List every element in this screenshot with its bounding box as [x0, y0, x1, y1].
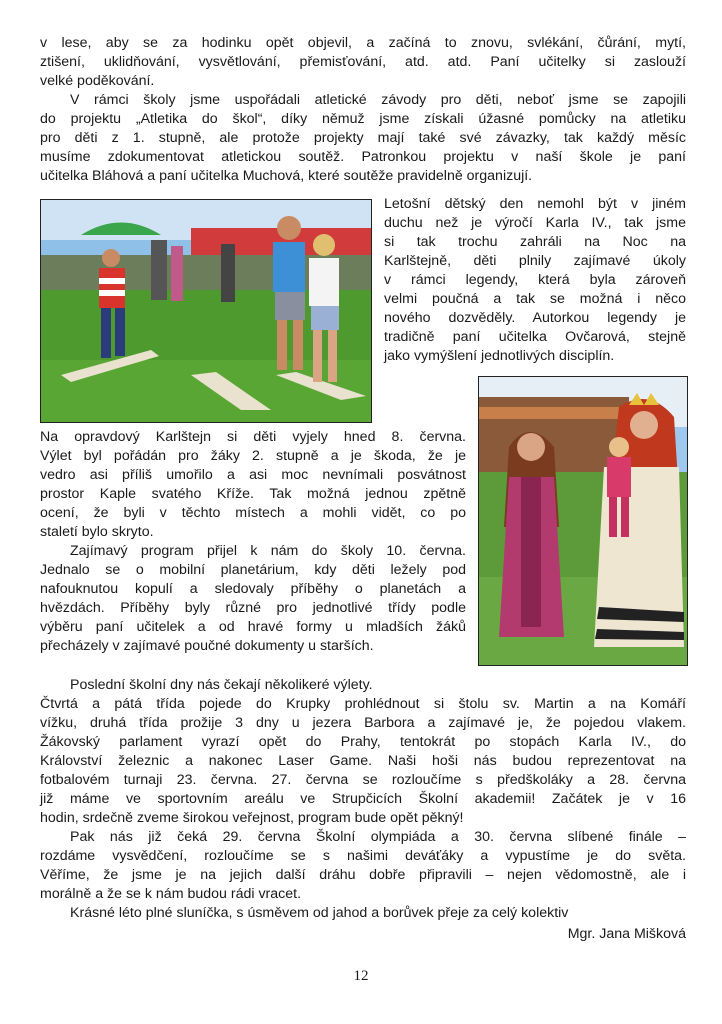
- text-line: staletí bylo skryto.: [40, 524, 154, 540]
- text-line: fotbalovém turnaji 23. června. 27. června se rozloučíme s předškoláky a 28. června: [40, 772, 686, 788]
- text-line: Pak nás již čeká 29. června Školní olympiáda a 30. června slíbené finále –: [70, 829, 686, 845]
- text-line: jako vymýšlení jednotlivých disciplín.: [384, 348, 615, 364]
- text-line: Poslední školní dny nás čekají několikeré výlety.: [70, 677, 373, 693]
- text-line: vížku, druhá třída prožije 3 dny u jezera Barbora a zajímavé je, že pojedou vlakem.: [40, 715, 686, 731]
- paragraph-block-childrens-day: [384, 195, 686, 366]
- text-line: Karlštejně, děti plnily zajímavé úkoly: [384, 253, 686, 269]
- text-line: velké poděkování.: [40, 73, 155, 89]
- text-line: nového dozvěděly. Autorkou legendy je: [384, 310, 686, 326]
- text-line: tradičně paní učitelka Ovčarová, stejně: [384, 329, 686, 345]
- text-line: Čtvrtá a pátá třída pojede do Krupky prohlédnout si štolu sv. Martin a na Komáří: [40, 696, 686, 712]
- paragraph-block-intro: [40, 34, 686, 186]
- text-line: do projektu „Atletika do škol“, díky němuž jsme získali úžasné pomůcky na atletiku: [40, 111, 686, 127]
- text-line: Jednalo se o mobilní planetárium, kdy děti ležely pod: [40, 562, 466, 578]
- text-line: duchu než je výročí Karla IV., tak jsme: [384, 215, 686, 231]
- text-line: Letošní dětský den nemohl být v jiném: [384, 196, 686, 212]
- text-line: Žákovský parlament vyrazí opět do Prahy, tentokrát po stopách Karla IV., do: [40, 734, 686, 750]
- text-line: V rámci školy jsme uspořádali atletické závody pro děti, neboť jsme se zapojili: [70, 92, 686, 108]
- paragraph-block-trips-ending: [40, 676, 686, 923]
- photo-costumed-teachers-with-child: [478, 376, 688, 666]
- photo-children-stilt-walking: [40, 199, 372, 423]
- text-line: již máme ve sportovním areálu ve Strupčicích Školní akademii! Začátek je v 16: [40, 791, 686, 807]
- text-line: Na opravdový Karlštejn si děti vyjely hned 8. června.: [40, 429, 466, 445]
- text-line: Království železnic a nakonec Laser Game. Naši hoši nás budou reprezentovat na: [40, 753, 686, 769]
- text-line: nafouknutou kopulí a sledovaly příběhy o planetách a: [40, 581, 466, 597]
- signature: Mgr. Jana Mišková: [567, 926, 686, 942]
- text-line: výběru paní učitelek a od hravé formy u mladších žáků: [40, 619, 466, 635]
- photo-children-stilt-walking-icon: [41, 200, 371, 422]
- text-line: pro děti z 1. stupně, ale protože projekty mají také své závazky, tak každý měsíc: [40, 130, 686, 146]
- text-line: Věříme, že jsme je na jejich další dráhu dobře připravili – nejen vědomostně, ale i: [40, 867, 686, 883]
- page-number: 12: [353, 968, 369, 984]
- text-line: Krásné léto plné sluníčka, s úsměvem od jahod a borůvek přeje za celý kolektiv: [70, 905, 569, 921]
- text-line: vedro asi příliš umořilo a asi moc nevnímali posvátnost: [40, 467, 466, 483]
- text-line: morálně a že se k nám budou rádi vracet.: [40, 886, 302, 902]
- text-line: musíme zdokumentovat atletickou soutěž. Patronkou projektu v naší škole je paní: [40, 149, 686, 165]
- text-line: velmi poučná a tak se možná i něco: [384, 291, 686, 307]
- text-line: Výlet byl pořádán pro žáky 2. stupně a je škoda, že je: [40, 448, 466, 464]
- text-line: ocení, že byli v těchto místech a mohli vidět, co po: [40, 505, 466, 521]
- text-line: rozdáme vysvědčení, rozloučíme se s našimi deváťáky a vypustíme je do světa.: [40, 848, 686, 864]
- paragraph-block-karlstejn-planetarium: [40, 428, 466, 656]
- text-line: přecházely v zajímavé poučné dokumenty u starších.: [40, 638, 374, 654]
- text-line: si tak trochu zahráli na Noc na: [384, 234, 686, 250]
- photo-costumed-teachers-with-child-icon: [479, 377, 687, 665]
- text-line: hvězdách. Příběhy byly různé pro jednotlivé třídy podle: [40, 600, 466, 616]
- text-line: v rámci legendy, která byla zároveň: [384, 272, 686, 288]
- text-line: ztišení, uklidňování, vysvětlování, přemisťování, atd. atd. Paní učitelky si zaslouží: [40, 54, 686, 70]
- text-line: v lese, aby se za hodinku opět objevil, a začíná to znovu, svlékání, čůrání, mytí,: [40, 35, 686, 51]
- text-line: Zajímavý program přijel k nám do školy 10. června.: [70, 543, 466, 559]
- text-line: hodin, srdečně zveme širokou veřejnost, program bude opět pěkný!: [40, 810, 464, 826]
- text-line: učitelka Bláhová a paní učitelka Muchová, které soutěže pravidelně organizují.: [40, 168, 533, 184]
- text-line: prostor Kaple svatého Kříže. Tak možná jednou zpětně: [40, 486, 466, 502]
